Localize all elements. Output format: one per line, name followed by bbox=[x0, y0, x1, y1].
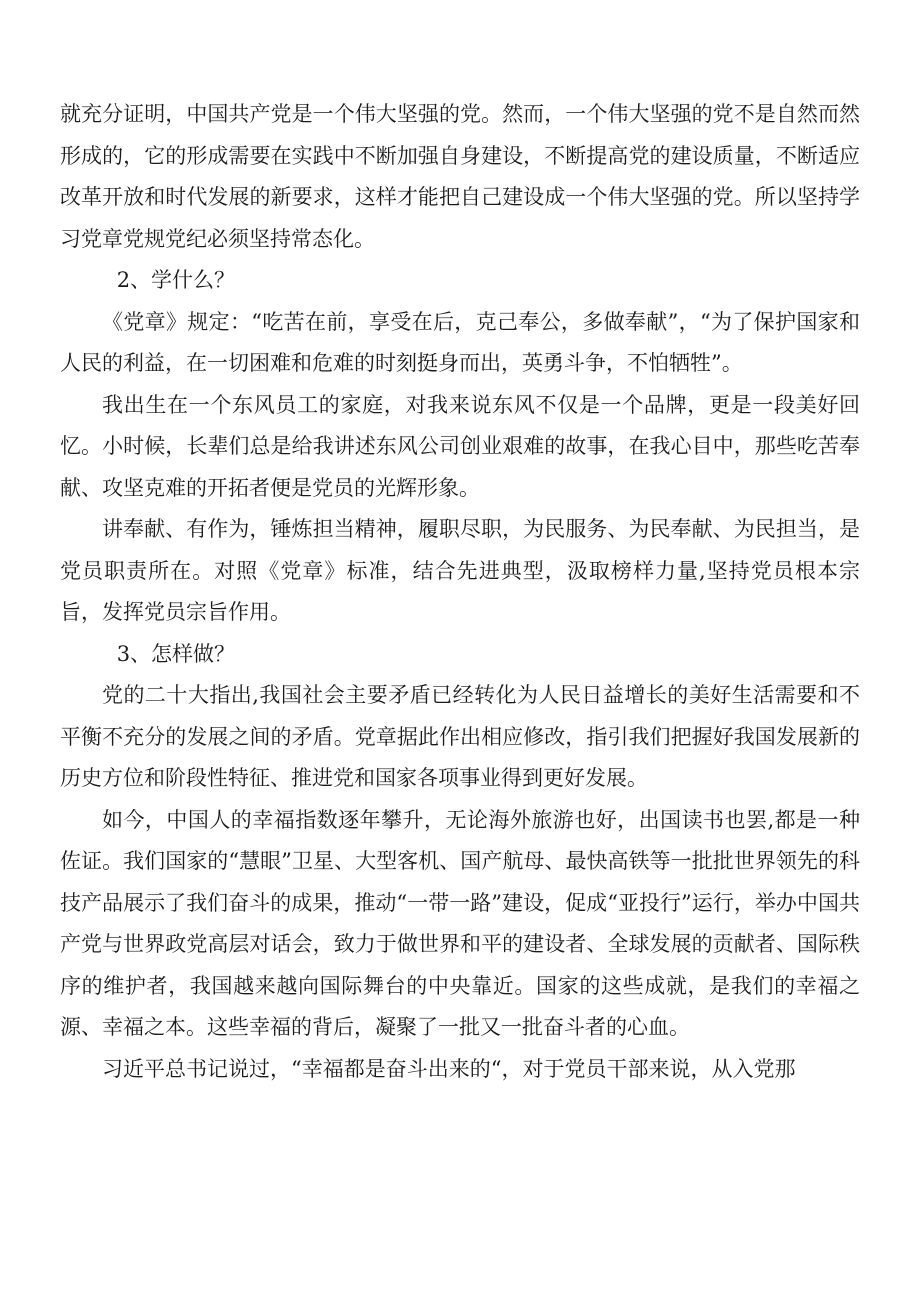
paragraph-dongfeng-family: 我出生在一个东风员工的家庭，对我来说东风不仅是一个品牌，更是一段美好回忆。小时候，长辈们总是给我讲述东风公司创业艰难的故事，在我心目中，那些吃苦奉献、攻坚克难的开拓者便是党员的光辉形象。 bbox=[60, 392, 860, 500]
section-heading-how-to-do: 3、怎样做？ bbox=[116, 641, 236, 666]
paragraph-happiness-index: 如今，中国人的幸福指数逐年攀升，无论海外旅游也好，出国读书也罢,都是一种佐证。我们国家的“慧眼”卫星、大型客机、国产航母、最快高铁等一批批世界领先的科技产品展示了我们奋斗的成果，推动“一带一路”建设，促成“亚投行”运行，举办中国共产党与世界政党高层对话会，致力于做世界和平的建设者、全球发展的贡献者、国际秩序的维护者，我国越来越向国际舞台的中央靠近。国家的这些成就，是我们的幸福之源、幸福之本。这些幸福的背后，凝聚了一批又一批奋斗者的心血。 bbox=[60, 807, 860, 1039]
section-heading-what-to-learn: 2、学什么？ bbox=[116, 268, 236, 292]
paragraph-continuation: 就充分证明，中国共产党是一个伟大坚强的党。然而，一个伟大坚强的党不是自然而然形成的，它的形成需要在实践中不断加强自身建设，不断提高党的建设质量，不断适应改革开放和时代发展的新要求，这样才能把自己建设成一个伟大坚强的党。所以坚持学习党章党规党纪必须坚持常态化。 bbox=[60, 102, 860, 251]
paragraph-xi-quote: 习近平总书记说过，“幸福都是奋斗出来的“，对于党员干部来说，从入党那 bbox=[102, 1056, 796, 1081]
paragraph-party-constitution-quote: 《党章》规定：“吃苦在前，享受在后，克己奉公，多做奉献”，“为了保护国家和人民的利益，在一切困难和危难的时刻挺身而出，英勇斗争，不怕牺牲”。 bbox=[60, 309, 860, 375]
paragraph-dedication: 讲奉献、有作为，锤炼担当精神，履职尽职，为民服务、为民奉献、为民担当，是党员职责所在。对照《党章》标准，结合先进典型，汲取榜样力量,坚持党员根本宗旨，发挥党员宗旨作用。 bbox=[60, 517, 860, 624]
document-body bbox=[60, 94, 860, 1090]
paragraph-twentieth-congress: 党的二十大指出,我国社会主要矛盾已经转化为人民日益增长的美好生活需要和不平衡不充分的发展之间的矛盾。党章据此作出相应修改，指引我们把握好我国发展新的历史方位和阶段性特征、推进党和国家各项事业得到更好发展。 bbox=[60, 683, 860, 790]
